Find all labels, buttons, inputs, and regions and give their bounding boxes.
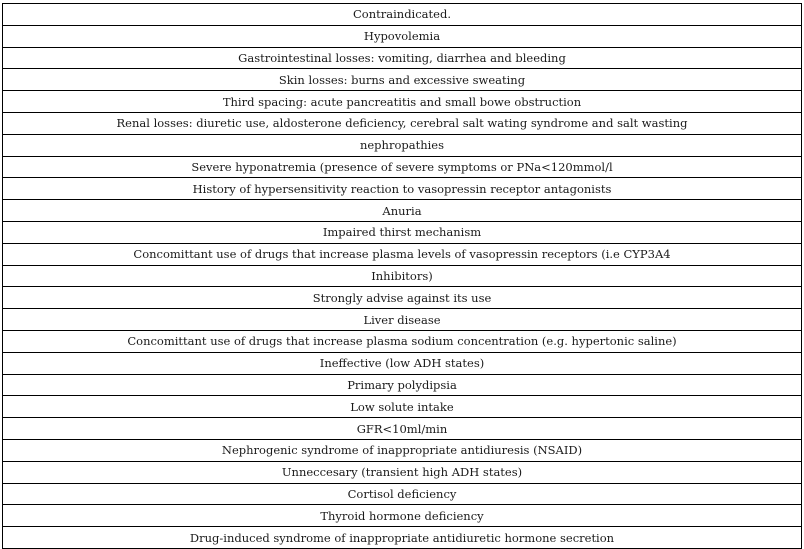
table-row <box>3 156 802 178</box>
table-row <box>3 4 802 26</box>
table-row <box>3 352 802 374</box>
table-row <box>3 374 802 396</box>
table-row <box>3 47 802 69</box>
table-cell: Strongly advise against its use <box>3 287 802 309</box>
table-cell: Renal losses: diuretic use, aldosterone deficiency, cerebral salt wating syndrome and salt wasting <box>3 112 802 134</box>
table-row <box>3 505 802 527</box>
table-cell: Skin losses: burns and excessive sweating <box>3 69 802 91</box>
table-row <box>3 309 802 331</box>
table-row <box>3 178 802 200</box>
table-row <box>3 69 802 91</box>
table-cell: Drug-induced syndrome of inappropriate antidiuretic hormone secretion <box>3 527 802 549</box>
table-row <box>3 461 802 483</box>
table-row <box>3 221 802 243</box>
table-cell: Third spacing: acute pancreatitis and small bowe obstruction <box>3 91 802 113</box>
table-cell: Nephrogenic syndrome of inappropriate antidiuresis (NSAID) <box>3 439 802 461</box>
table-cell: History of hypersensitivity reaction to vasopressin receptor antagonists <box>3 178 802 200</box>
table-row <box>3 243 802 265</box>
table-cell: GFR<10ml/min <box>3 418 802 440</box>
table-cell: Unneccesary (transient high ADH states) <box>3 461 802 483</box>
table-cell: Contraindicated. <box>3 4 802 26</box>
table-cell: Low solute intake <box>3 396 802 418</box>
table-row <box>3 91 802 113</box>
table-row <box>3 287 802 309</box>
table-row <box>3 25 802 47</box>
table-row <box>3 439 802 461</box>
table-cell: Ineffective (low ADH states) <box>3 352 802 374</box>
table-cell: Gastrointestinal losses: vomiting, diarrhea and bleeding <box>3 47 802 69</box>
table-row <box>3 112 802 134</box>
table-cell: Thyroid hormone deficiency <box>3 505 802 527</box>
contraindications-table <box>2 3 802 549</box>
table-cell: Liver disease <box>3 309 802 331</box>
contraindications-table-container <box>2 3 802 549</box>
table-cell: nephropathies <box>3 134 802 156</box>
table-row <box>3 483 802 505</box>
table-cell: Concomittant use of drugs that increase plasma levels of vasopressin receptors (i.e CYP3A4 <box>3 243 802 265</box>
table-cell: Concomittant use of drugs that increase plasma sodium concentration (e.g. hypertonic saline) <box>3 330 802 352</box>
table-cell: Inhibitors) <box>3 265 802 287</box>
table-cell: Cortisol deficiency <box>3 483 802 505</box>
table-row <box>3 265 802 287</box>
table-row <box>3 396 802 418</box>
table-cell: Hypovolemia <box>3 25 802 47</box>
table-row <box>3 200 802 222</box>
table-cell: Anuria <box>3 200 802 222</box>
table-cell: Primary polydipsia <box>3 374 802 396</box>
table-row <box>3 330 802 352</box>
table-row <box>3 134 802 156</box>
table-cell: Severe hyponatremia (presence of severe symptoms or PNa<120mmol/l <box>3 156 802 178</box>
table-cell: Impaired thirst mechanism <box>3 221 802 243</box>
table-row <box>3 418 802 440</box>
table-row <box>3 527 802 549</box>
